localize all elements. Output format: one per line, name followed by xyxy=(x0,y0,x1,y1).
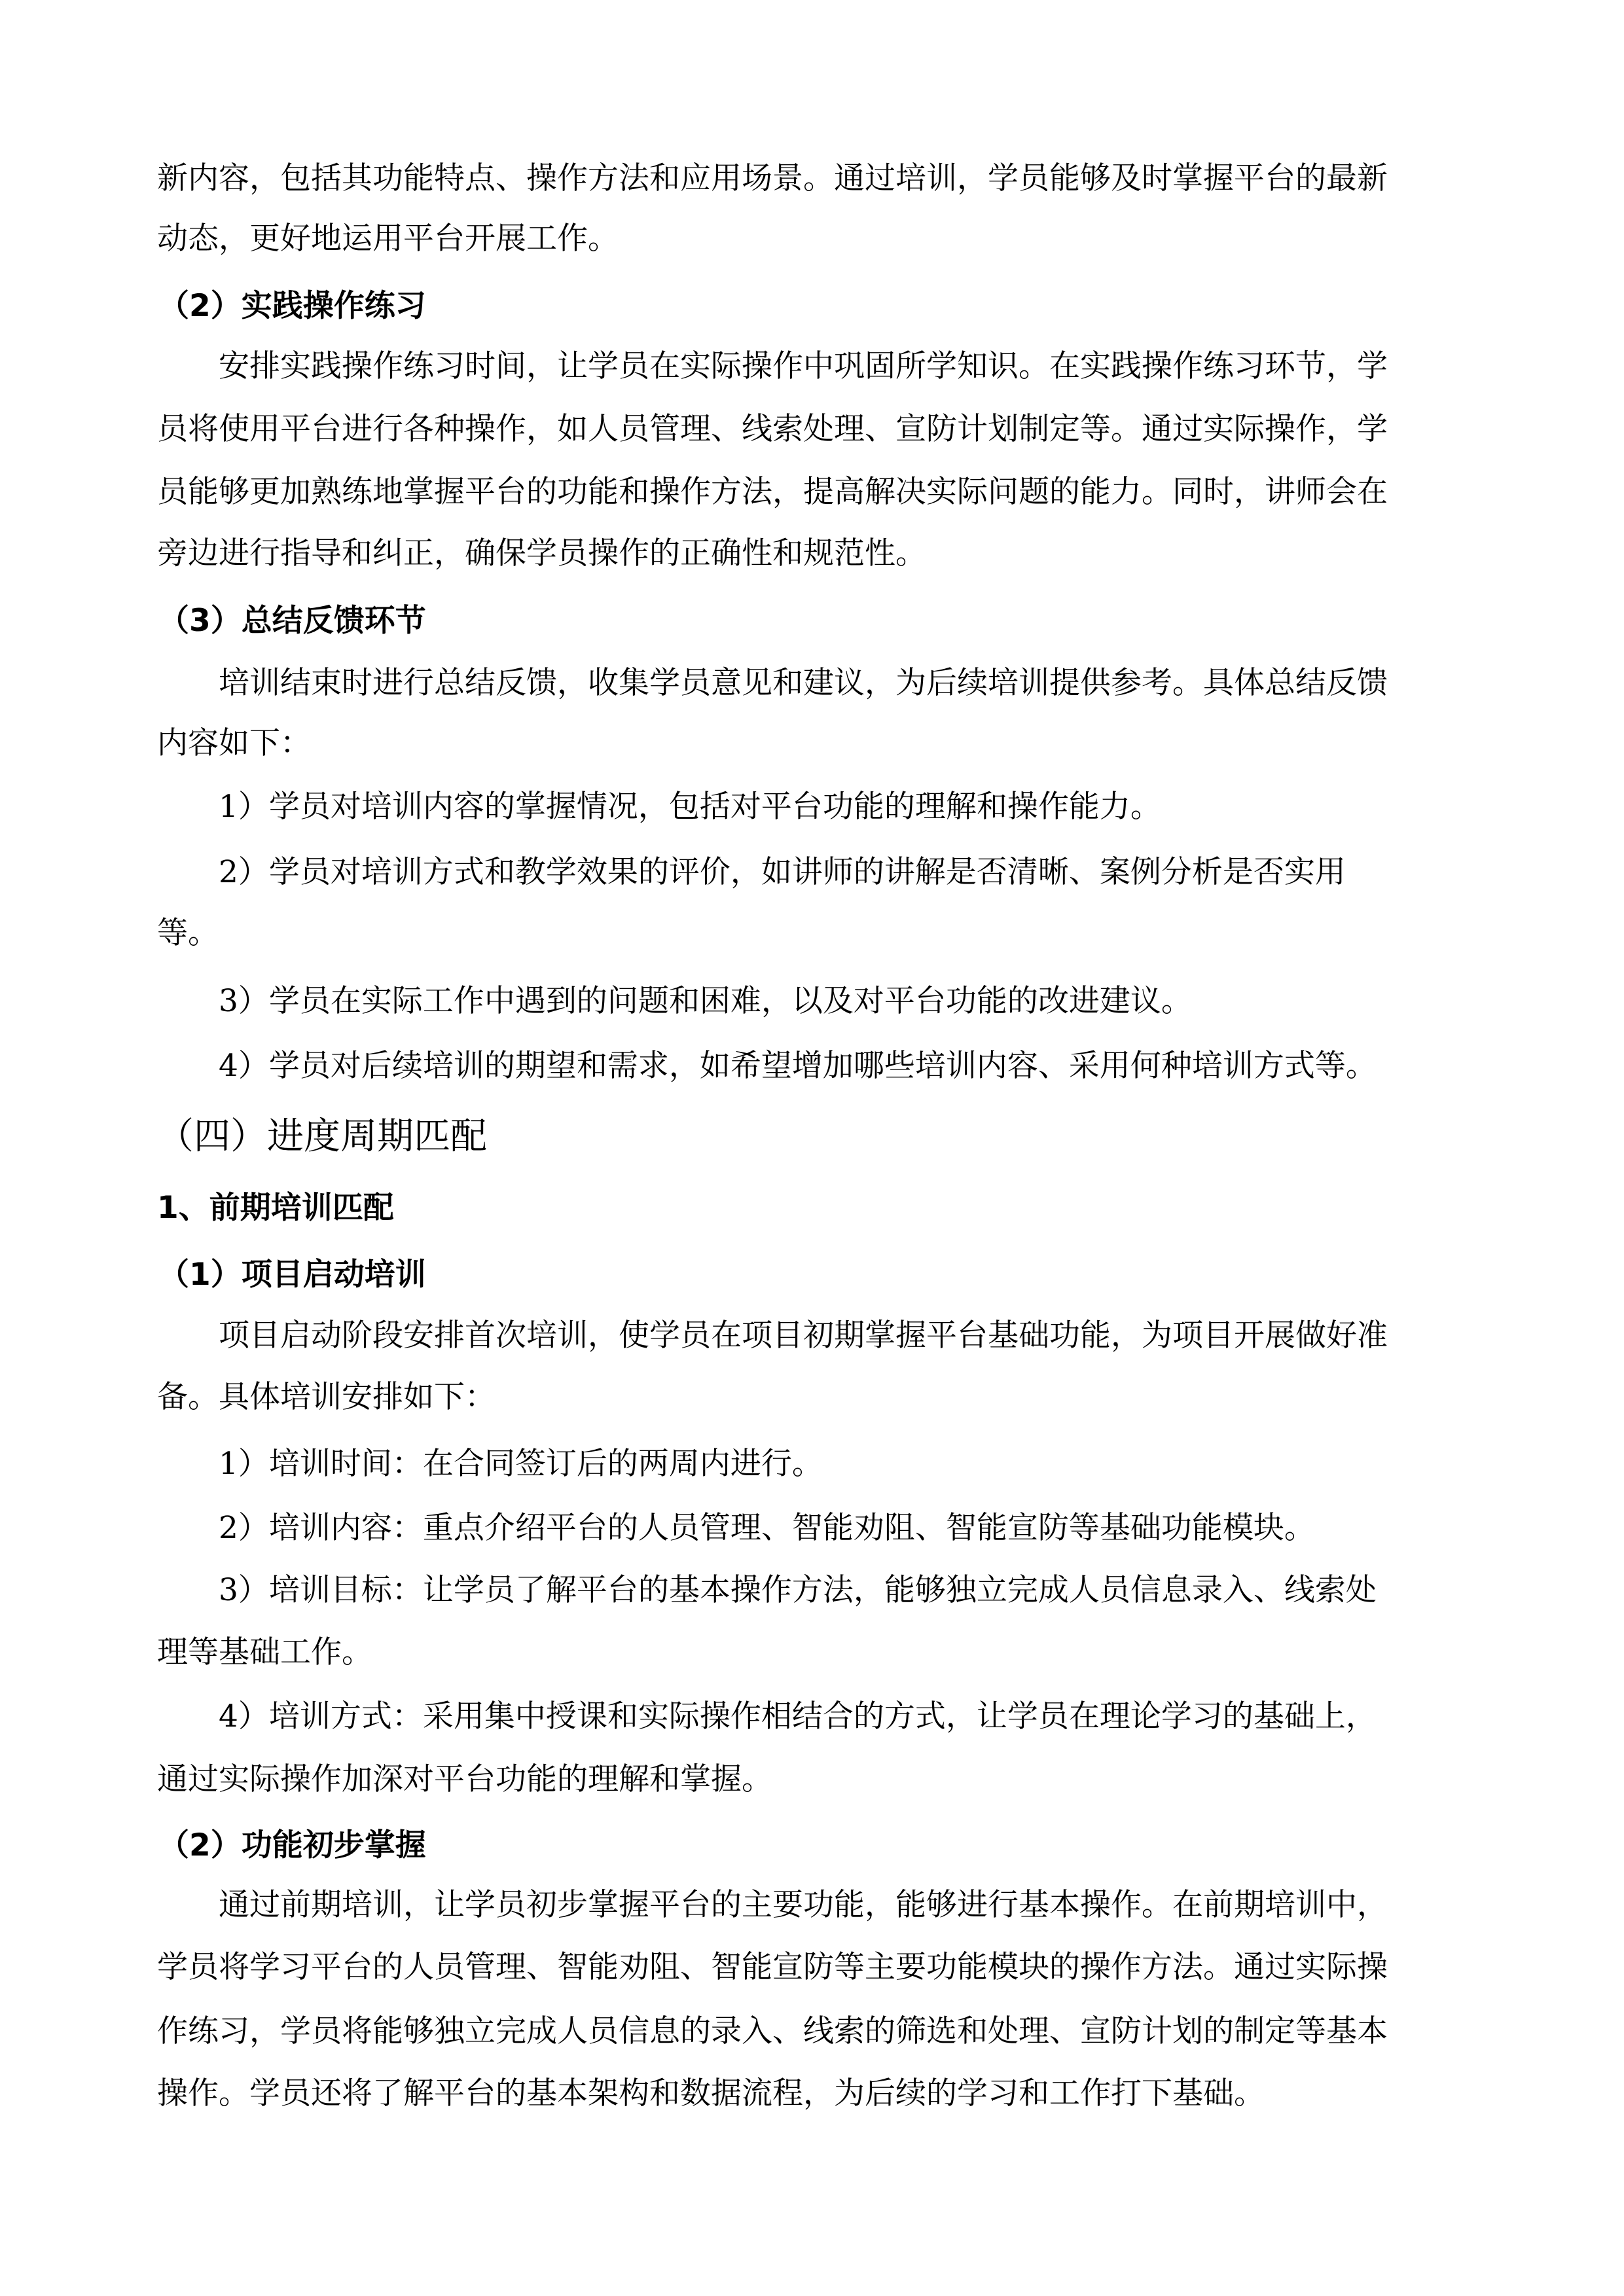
subsection-heading: （2）功能初步掌握 xyxy=(158,1827,426,1863)
paragraph-line: 备。具体培训安排如下： xyxy=(157,1379,496,1415)
paragraph-line: 内容如下： xyxy=(157,725,311,761)
paragraph-line: 等。 xyxy=(157,915,219,951)
list-item: 4）培训方式：采用集中授课和实际操作相结合的方式，让学员在理论学习的基础上， xyxy=(219,1698,1377,1734)
section-heading: （四）进度周期匹配 xyxy=(157,1115,487,1158)
paragraph-line: 新内容，包括其功能特点、操作方法和应用场景。通过培训，学员能够及时掌握平台的最新 xyxy=(157,160,1388,196)
subsection-heading: （2）实践操作练习 xyxy=(158,288,426,324)
paragraph-line: 员能够更加熟练地掌握平台的功能和操作方法，提高解决实际问题的能力。同时，讲师会在 xyxy=(157,474,1388,510)
list-item: 3）学员在实际工作中遇到的问题和困难，以及对平台功能的改进建议。 xyxy=(219,983,1192,1019)
paragraph-line: 员将使用平台进行各种操作，如人员管理、线索处理、宣防计划制定等。通过实际操作，学 xyxy=(157,411,1388,447)
list-item: 4）学员对后续培训的期望和需求，如希望增加哪些培训内容、采用何种培训方式等。 xyxy=(219,1048,1377,1084)
paragraph-line: 旁边进行指导和纠正，确保学员操作的正确性和规范性。 xyxy=(157,535,926,571)
list-item: 3）培训目标：让学员了解平台的基本操作方法，能够独立完成人员信息录入、线索处 xyxy=(219,1572,1377,1608)
paragraph-line: 项目启动阶段安排首次培训，使学员在项目初期掌握平台基础功能，为项目开展做好准 xyxy=(219,1318,1388,1354)
paragraph-line: 通过实际操作加深对平台功能的理解和掌握。 xyxy=(157,1761,772,1797)
paragraph-line: 学员将学习平台的人员管理、智能劝阻、智能宣防等主要功能模块的操作方法。通过实际操 xyxy=(157,1949,1388,1985)
list-item: 1）学员对培训内容的掌握情况，包括对平台功能的理解和操作能力。 xyxy=(219,789,1161,825)
subsection-heading: （1）项目启动培训 xyxy=(158,1257,426,1293)
paragraph-line: 安排实践操作练习时间，让学员在实际操作中巩固所学知识。在实践操作练习环节，学 xyxy=(219,348,1388,384)
paragraph-line: 动态，更好地运用平台开展工作。 xyxy=(157,221,619,257)
paragraph-line: 作练习，学员将能够独立完成人员信息的录入、线索的筛选和处理、宣防计划的制定等基本 xyxy=(157,2013,1388,2049)
list-item: 2）学员对培训方式和教学效果的评价，如讲师的讲解是否清晰、案例分析是否实用 xyxy=(219,854,1346,890)
paragraph-line: 培训结束时进行总结反馈，收集学员意见和建议，为后续培训提供参考。具体总结反馈 xyxy=(219,665,1388,701)
subsection-heading: 1、前期培训匹配 xyxy=(157,1190,394,1226)
list-item: 2）培训内容：重点介绍平台的人员管理、智能劝阻、智能宣防等基础功能模块。 xyxy=(219,1510,1315,1546)
paragraph-line: 理等基础工作。 xyxy=(157,1634,372,1670)
subsection-heading: （3）总结反馈环节 xyxy=(158,603,426,639)
paragraph-line: 操作。学员还将了解平台的基本架构和数据流程，为后续的学习和工作打下基础。 xyxy=(157,2075,1265,2111)
list-item: 1）培训时间：在合同签订后的两周内进行。 xyxy=(219,1446,823,1482)
paragraph-line: 通过前期培训，让学员初步掌握平台的主要功能，能够进行基本操作。在前期培训中， xyxy=(219,1887,1388,1923)
